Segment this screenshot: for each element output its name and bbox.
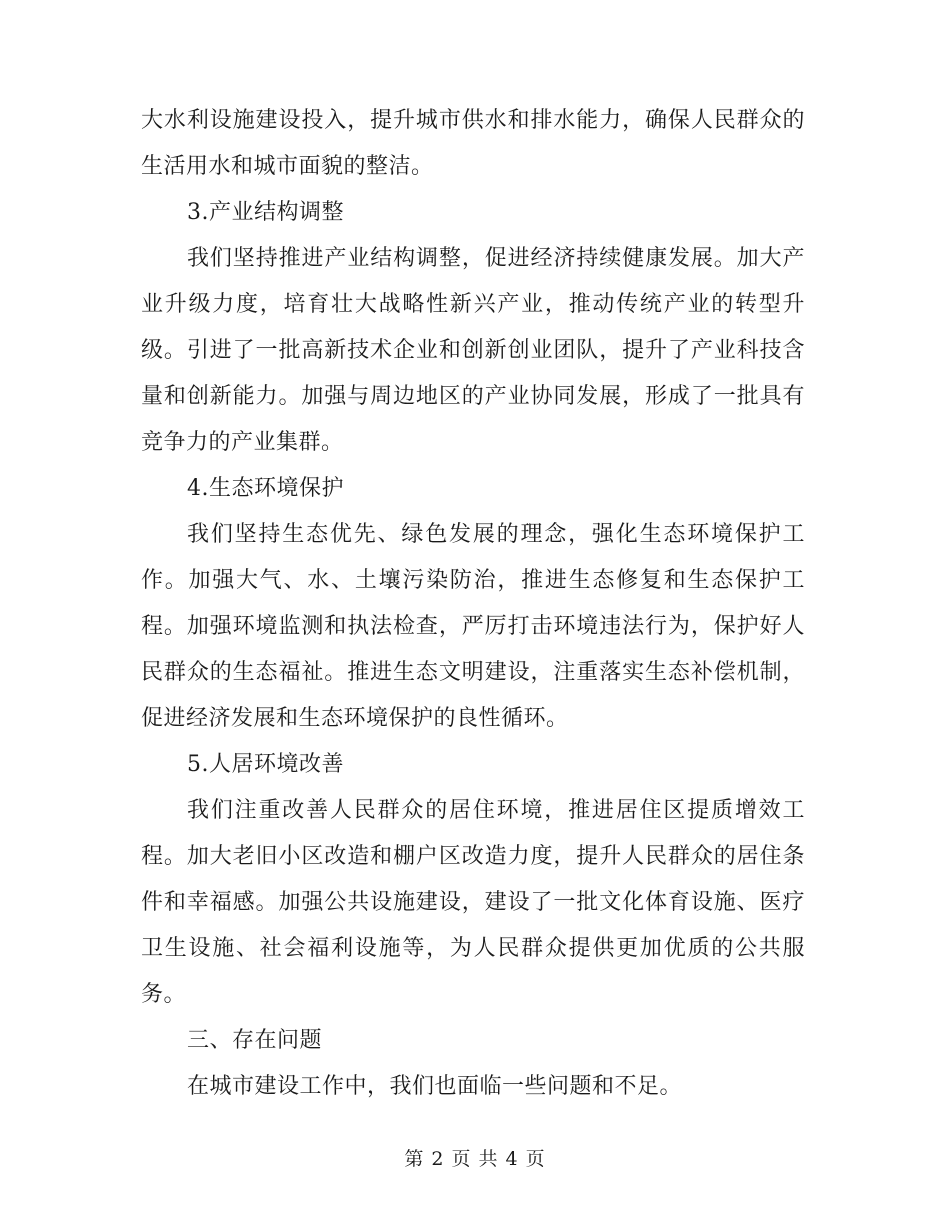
page-number-footer: 第 2 页 共 4 页 [404, 1148, 546, 1170]
paragraph-ecology: 我们坚持生态优先、绿色发展的理念，强化生态环境保护工作。加强大气、水、土壤污染防治，推进生态修复和生态保护工程。加强环境监测和执法检查，严厉打击环境违法行为，保护好人民群众的生态福祉。推进生态文明建设，注重落实生态补偿机制，促进经济发展和生态环境保护的良性循环。 [141, 522, 805, 731]
document-body [141, 98, 805, 1110]
section-heading-industrial-structure: 3.产业结构调整 [187, 200, 344, 225]
paragraph-living-environment: 我们注重改善人民群众的居住环境，推进居住区提质增效工程。加大老旧小区改造和棚户区改造力度，提升人民群众的居住条件和幸福感。加强公共设施建设，建设了一批文化体育设施、医疗卫生设施、社会福利设施等，为人民群众提供更加优质的公共服务。 [141, 798, 805, 1007]
paragraph-industrial-structure: 我们坚持推进产业结构调整，促进经济持续健康发展。加大产业升级力度，培育壮大战略性新兴产业，推动传统产业的转型升级。引进了一批高新技术企业和创新创业团队，提升了产业科技含量和创新能力。加强与周边地区的产业协同发展，形成了一批具有竞争力的产业集群。 [141, 246, 805, 455]
section-heading-problems: 三、存在问题 [187, 1028, 323, 1053]
paragraph-problems: 在城市建设工作中，我们也面临一些问题和不足。 [187, 1074, 683, 1099]
paragraph-continuation: 大水利设施建设投入，提升城市供水和排水能力，确保人民群众的生活用水和城市面貌的整洁。 [141, 108, 805, 179]
section-heading-ecology: 4.生态环境保护 [187, 476, 344, 501]
section-heading-living-environment: 5.人居环境改善 [187, 752, 344, 777]
